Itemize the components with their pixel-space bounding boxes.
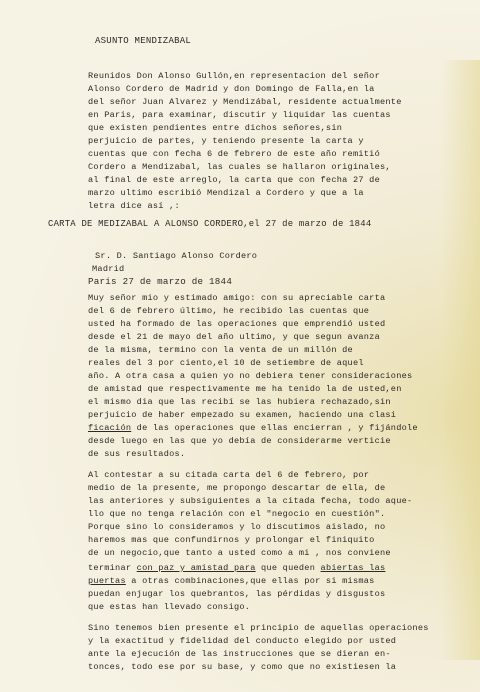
text-line: Al contestar a su citada carta del 6 de febrero, por (88, 470, 370, 480)
text-line: al final de este arreglo, la carta que con fecha 27 de (88, 175, 380, 185)
text-line: reales del 3 por ciento,el 10 de setiembre de aquel (88, 358, 364, 368)
underlined-word: puertas (88, 576, 126, 586)
text-fragment: terminar (88, 563, 137, 573)
text-line: de la misma, termino con la venta de un millón de (88, 345, 353, 355)
text-line (88, 576, 375, 586)
text-line: Porque sino lo consideramos y lo discutimos aislado, no (88, 522, 386, 532)
text-fragment: de las operaciones que ellas encierran , y fijándole (131, 423, 418, 433)
underlined-phrase: abiertas las (320, 563, 386, 573)
text-fragment: que queden (255, 563, 321, 573)
text-line: de un negocio,que tanto a usted como a mi , nos conviene (88, 548, 391, 558)
text-line: que estas han llevado consigo. (88, 602, 251, 612)
letter-addressee: Sr. D. Santiago Alonso Cordero (95, 251, 258, 261)
text-line: marzo ultimo escribió Mendizal a Cordero y que a la (88, 188, 364, 198)
document-heading: ASUNTO MENDIZABAL (95, 36, 192, 46)
text-line: y la exactitud y fidelidad del conducto elegido por usted (88, 636, 397, 646)
text-line: Reunidos Don Alonso Gullón,en representacion del señor (88, 71, 380, 81)
text-line: de amistad que respectivamente me ha tenido la de usted,en (88, 384, 402, 394)
paper-stain (440, 60, 480, 660)
text-line: haremos mas que confundirnos y prolongar el finiquito (88, 535, 375, 545)
text-line: las anteriores y subsiguientes a la citada fecha, todo aque- (88, 496, 413, 506)
text-line: Alonso Cordero de Madrid y don Domingo de Falla,en la (88, 84, 375, 94)
letter-title: CARTA DE MEDIZABAL A ALONSO CORDERO,el 27 de marzo de 1844 (48, 219, 372, 229)
text-line: desde el 21 de mayo del año ultimo, y que segun avanza (88, 332, 380, 342)
text-line: que existen pendientes entre dichos señores,sin (88, 123, 343, 133)
letter-date: Paris 27 de marzo de 1844 (88, 276, 233, 287)
text-line: llo que no tenga relación con el "negocio en cuestión". (88, 509, 386, 519)
text-line: el mismo dia que las recibí se las hubiera rechazado,sin (88, 397, 391, 407)
text-line: cuentas que con fecha 6 de febrero de este año remitió (88, 149, 380, 159)
text-line: del 6 de febrero último, he recibido las cuentas que (88, 306, 370, 316)
text-line (88, 563, 385, 573)
text-line: puedan enjugar los quebrantos, las pérdidas y disgustos (88, 589, 386, 599)
text-line: usted ha formado de las operaciones que emprendió usted (88, 319, 386, 329)
text-line: del señor Juan Alvarez y Mendizábal, residente actualmente (88, 97, 402, 107)
text-line: Muy señor mio y estimado amigo: con su apreciable carta (88, 293, 386, 303)
text-fragment: a otras combinaciones,que ellas por si mismas (125, 576, 375, 586)
text-line: desde luego en las que yo debía de considerarme verticie (88, 436, 391, 446)
text-line: en Paris, para examinar, discutir y liquidar las cuentas (88, 110, 391, 120)
text-line: tonces, todo ese por su base, y como que no existiesen la (88, 662, 397, 672)
text-line: de sus resultados. (88, 449, 186, 459)
underlined-phrase: con paz y amistad para (136, 563, 256, 573)
text-line: medio de la presente, me propongo descartar de ella, de (88, 483, 386, 493)
underlined-word: ficación (88, 423, 132, 433)
text-line: año. A otra casa a quien yo no debiera tener consideraciones (88, 371, 413, 381)
text-line (88, 423, 418, 433)
text-line: perjuicio de partes, y teniendo presente la carta y (88, 136, 364, 146)
text-line: Cordero a Mendizabal, las cuales se hallaron originales, (88, 162, 391, 172)
text-line: perjuicio de haber empezado su examen, haciendo una clasi (88, 410, 397, 420)
text-line: Sino tenemos bien presente el principio de aquellas operaciones (88, 623, 429, 633)
text-line: letra dice así ,: (88, 201, 180, 211)
text-line: ante la ejecución de las instrucciones que se dieran en- (88, 649, 391, 659)
letter-city: Madrid (92, 264, 125, 274)
